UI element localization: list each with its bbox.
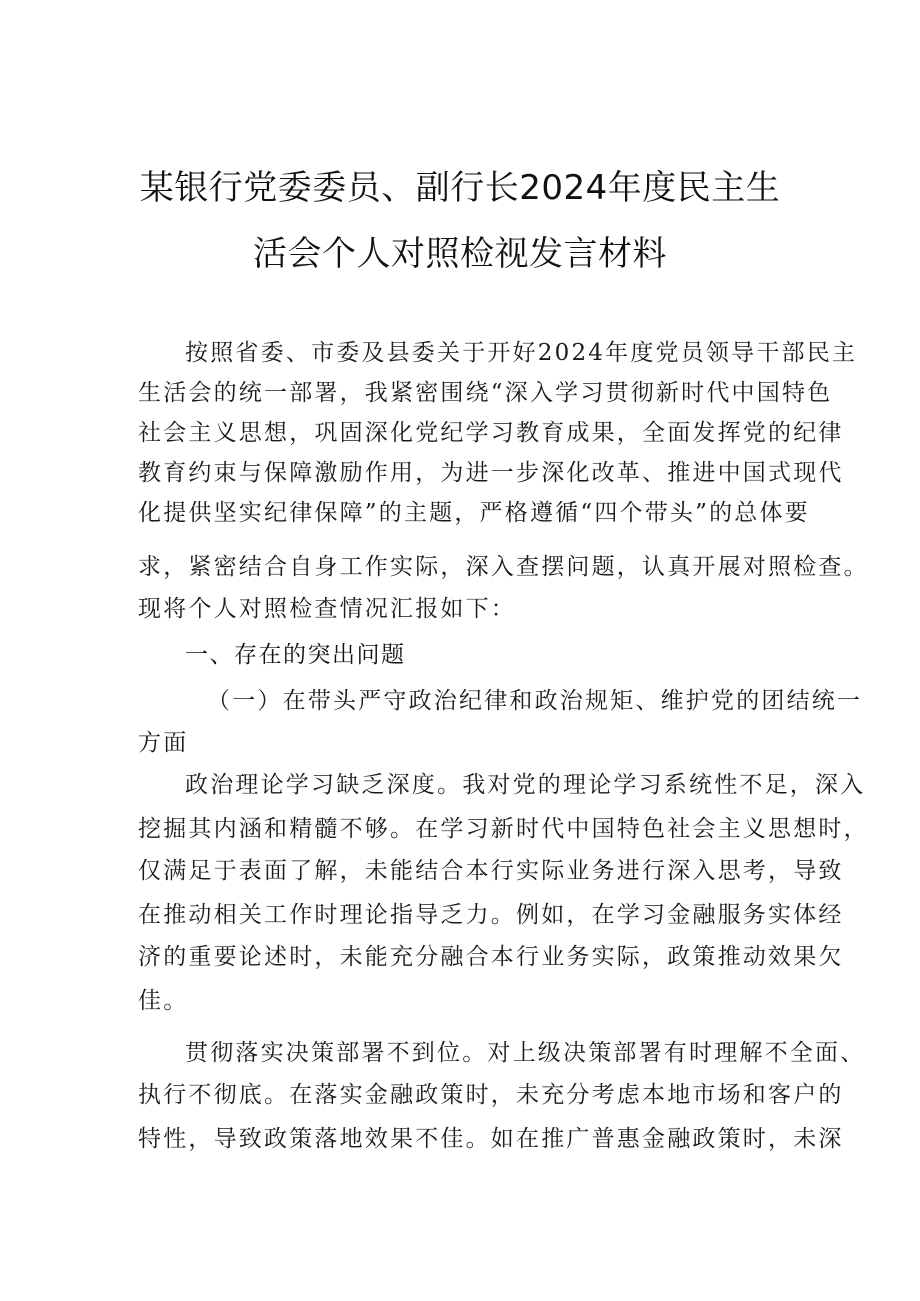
paragraph-line: 在推动相关工作时理论指导乏力。例如，在学习金融服务实体经 [138, 902, 844, 928]
paragraph-line: 特性，导致政策落地效果不佳。如在推广普惠金融政策时，未深 [138, 1126, 844, 1152]
intro-line: 生活会的统一部署，我紧密围绕“深入学习贯彻新时代中国特色 [138, 380, 833, 406]
document-title-line-1: 某银行党委委员、副行长2024年度民主生 [139, 168, 781, 208]
subsection-heading-line: （一）在带头严守政治纪律和政治规矩、维护党的团结统一 [207, 688, 863, 714]
intro-line: 现将个人对照检查情况汇报如下： [138, 596, 516, 622]
intro-line: 教育约束与保障激励作用，为进一步深化改革、推进中国式现代 [138, 460, 844, 486]
paragraph-line: 济的重要论述时，未能充分融合本行业务实际，政策推动效果欠 [138, 944, 844, 970]
subsection-heading-line: 方面 [138, 730, 189, 756]
paragraph-line: 仅满足于表面了解，未能结合本行实际业务进行深入思考，导致 [138, 858, 844, 884]
paragraph-line: 执行不彻底。在落实金融政策时，未充分考虑本地市场和客户的 [138, 1082, 844, 1108]
paragraph-line: 挖掘其内涵和精髓不够。在学习新时代中国特色社会主义思想时， [138, 816, 869, 842]
intro-line: 求，紧密结合自身工作实际，深入查摆问题，认真开展对照检查。 [138, 554, 869, 580]
paragraph-line: 政治理论学习缺乏深度。我对党的理论学习系统性不足，深入 [185, 772, 866, 798]
intro-line: 按照省委、市委及县委关于开好2024年度党员领导干部民主 [185, 340, 858, 366]
paragraph-line: 贯彻落实决策部署不到位。对上级决策部署有时理解不全面、 [185, 1040, 866, 1066]
section-heading: 一、存在的突出问题 [185, 642, 406, 668]
intro-line: 社会主义思想，巩固深化党纪学习教育成果，全面发挥党的纪律 [138, 420, 844, 446]
document-title-line-2: 活会个人对照检视发言材料 [253, 234, 667, 274]
intro-line: 化提供坚实纪律保障”的主题，严格遵循“四个带头”的总体要 [138, 500, 810, 526]
paragraph-line: 佳。 [138, 988, 189, 1014]
